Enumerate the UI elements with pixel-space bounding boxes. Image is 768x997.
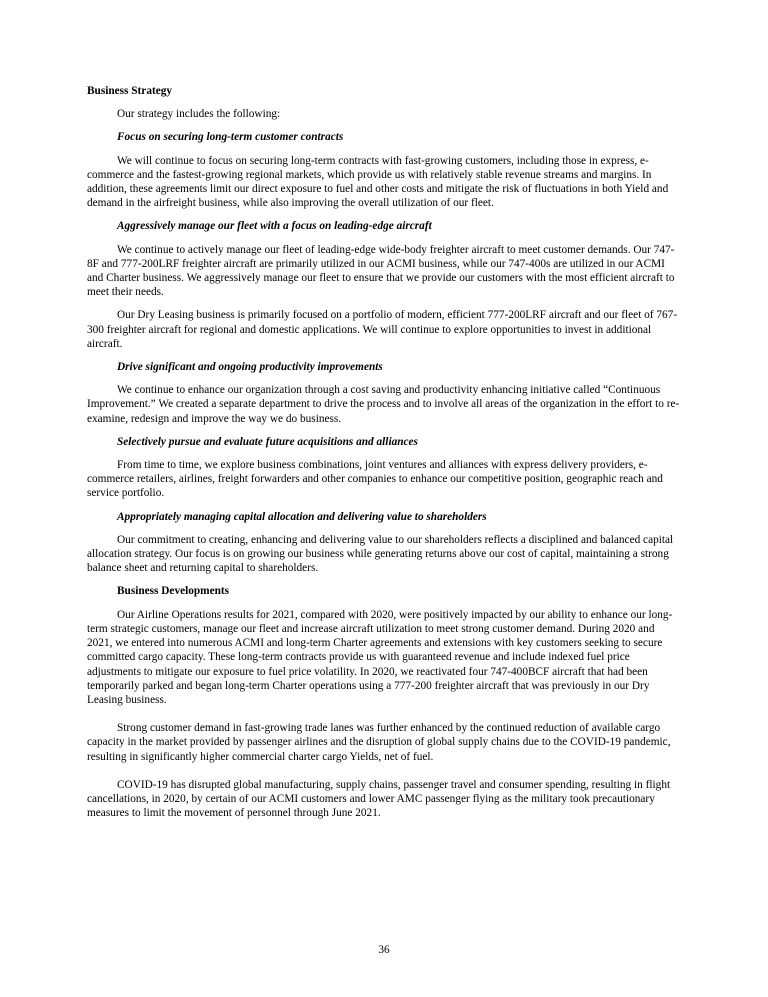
paragraph: We will continue to focus on securing long-term contracts with fast-growing customers, including those in express, e-commerce and the fastest-growing regional markets, which provide us with relatively stable revenue streams and margins. In addition, these agreements limit our direct exposure to fuel and other costs and mitigate the risk of fluctuations in both Yield and demand in the airfreight business, while also improving the overall utilization of our fleet. [87, 154, 669, 210]
developments-title: Business Developments [117, 585, 230, 598]
paragraph: Our Dry Leasing business is primarily focused on a portfolio of modern, efficient 777-200LRF aircraft and our fleet of 767-300 freighter aircraft for regional and domestic applications. We will continue to explore opportunities to invest in additional aircraft. [87, 309, 678, 350]
paragraph: From time to time, we explore business combinations, joint ventures and alliances with express delivery providers, e-commerce retailers, airlines, freight forwarders and other companies to enhance our competitive position, geographic reach and service portfolio. [87, 459, 663, 500]
subsection-title: Focus on securing long-term customer contracts [117, 131, 344, 144]
paragraph: Our Airline Operations results for 2021, compared with 2020, were positively impacted by our ability to enhance our long-term strategic customers, manage our fleet and increase aircraft utilization to meet strong customer demand. During 2020 and 2021, we entered into numerous ACMI and long-term Charter agreements and extensions with key customers seeking to secure committed cargo capacity. These long-term contracts provide us with guaranteed revenue and include indexed fuel price adjustments to mitigate our exposure to fuel price volatility. In 2020, we reactivated four 747-400BCF aircraft that had been temporarily parked and began long-term Charter operations using a 777-200 freighter aircraft that was previously in our Dry Leasing business. [87, 608, 673, 706]
paragraph: We continue to actively manage our fleet of leading-edge wide-body freighter aircraft to meet customer demands. Our 747-8F and 777-200LRF freighter aircraft are primarily utilized in our ACMI business, while our 747-400s are utilized in our ACMI and Charter business. We aggressively manage our fleet to ensure that we provide our customers with the most efficient aircraft to meet their needs. [87, 243, 675, 299]
subsection-title: Aggressively manage our fleet with a focus on leading-edge aircraft [117, 220, 432, 233]
paragraph: We continue to enhance our organization through a cost saving and productivity enhancing initiative called “Continuous Improvement.” We created a separate department to drive the process and to involve all areas of the organization in the effort to re-examine, redesign and improve the way we do business. [87, 384, 680, 425]
page-number: 36 [378, 944, 390, 956]
document-body [87, 84, 682, 829]
paragraph: Strong customer demand in fast-growing trade lanes was further enhanced by the continued reduction of available cargo capacity in the market provided by passenger airlines and the disruption of global supply chains due to the COVID-19 pandemic, resulting in significantly higher commercial charter cargo Yields, net of fuel. [87, 722, 671, 763]
subsection-title: Drive significant and ongoing productivity improvements [117, 361, 383, 374]
paragraph: COVID-19 has disrupted global manufacturing, supply chains, passenger travel and consumer spending, resulting in flight cancellations, in 2020, by certain of our ACMI customers and lower AMC passenger flying as the military took precautionary measures to limit the movement of personnel through June 2021. [87, 778, 671, 820]
section-heading: Business Strategy [87, 85, 173, 97]
intro-paragraph: Our strategy includes the following: [117, 108, 281, 121]
paragraph: Our commitment to creating, enhancing and delivering value to our shareholders reflects a disciplined and balanced capital allocation strategy. Our focus is on growing our business while generating returns above our cost of capital, maintaining a strong balance sheet and returning capital to shareholders. [87, 533, 674, 575]
subsection-title: Selectively pursue and evaluate future acquisitions and alliances [117, 435, 418, 448]
subsection-title: Appropriately managing capital allocation and delivering value to shareholders [117, 510, 487, 523]
